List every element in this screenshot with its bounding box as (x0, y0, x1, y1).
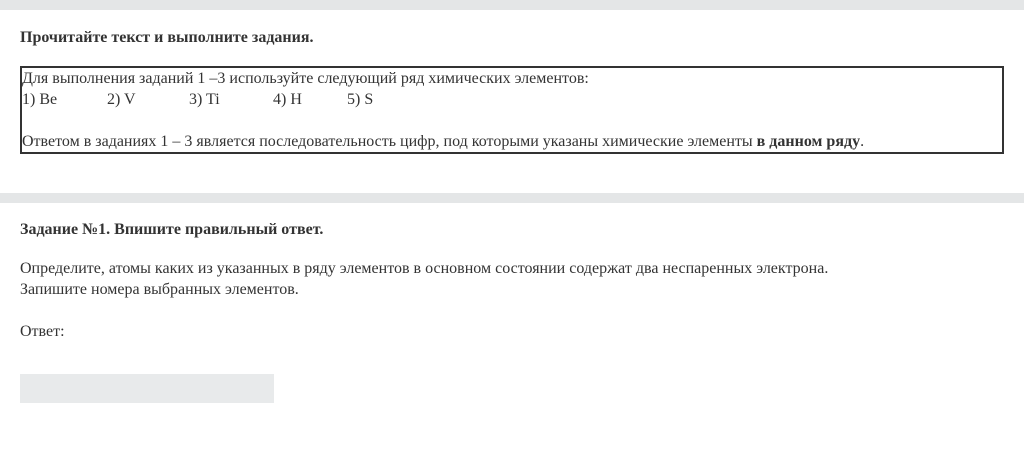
info-box (20, 66, 1004, 154)
answer-note-bold: в данном ряду (756, 133, 861, 150)
answer-input[interactable] (20, 374, 274, 403)
elements-row (22, 89, 1002, 110)
task-heading: Задание №1. Впишите правильный ответ. (20, 221, 324, 238)
answer-note (22, 131, 1002, 152)
answer-note-suffix: . (860, 133, 865, 150)
element-item: 3) Ti (189, 91, 220, 108)
task-text-line: Запишите номера выбранных элементов. (20, 281, 299, 298)
task-section (20, 220, 1004, 342)
task-text (20, 258, 1004, 300)
answer-label: Ответ: (20, 323, 65, 340)
info-line: Для выполнения заданий 1 –3 используйте следующий ряд химических элементов: (22, 70, 589, 87)
top-stripe (0, 0, 1024, 10)
section-divider (0, 193, 1024, 203)
task-text-line: Определите, атомы каких из указанных в ряду элементов в основном состоянии содержат два неспаренных электрона. (20, 260, 829, 277)
intro-section (20, 28, 1004, 150)
element-item: 2) V (107, 91, 136, 108)
element-item: 5) S (347, 91, 374, 108)
element-item: 4) H (273, 91, 302, 108)
element-item: 1) Be (22, 91, 58, 108)
intro-heading: Прочитайте текст и выполните задания. (20, 29, 314, 46)
answer-note-prefix: Ответом в заданиях 1 – 3 является последовательность цифр, под которыми указаны химические элементы (22, 133, 757, 150)
blank-line (22, 110, 1002, 131)
